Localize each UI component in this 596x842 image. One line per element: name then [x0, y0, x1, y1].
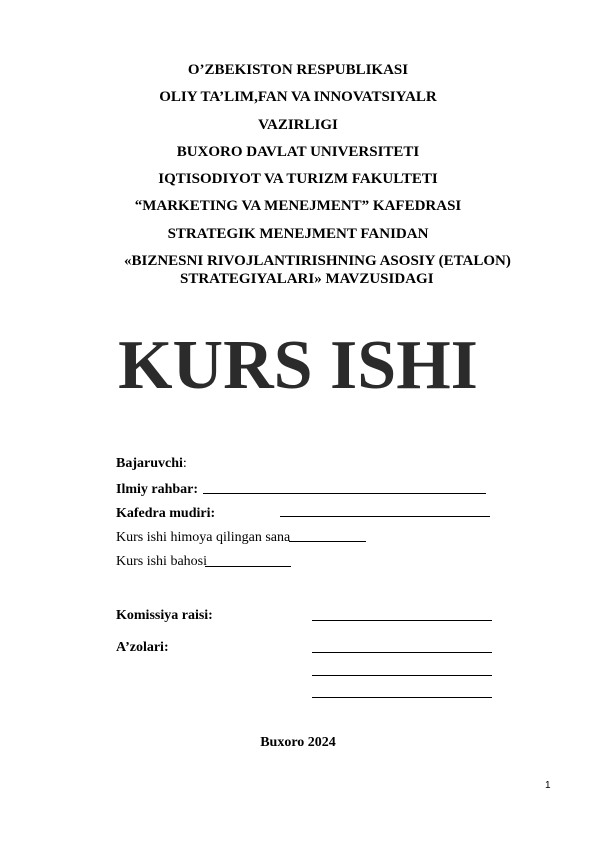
commission-member-line-1: [312, 652, 492, 653]
head-field: [116, 505, 215, 522]
commission-chair-field: [116, 607, 213, 624]
topic-line2: STRATEGIYALARI» MAVZUSIDAGI: [180, 271, 434, 287]
commission-members-field: [116, 639, 169, 656]
city-year: Buxoro 2024: [260, 735, 336, 750]
republic-name: O’ZBEKISTON RESPUBLIKASI: [187, 62, 409, 78]
document-title: KURS ISHI: [118, 327, 478, 404]
faculty-name: IQTISODIYOT VA TURIZM FAKULTETI: [158, 171, 438, 187]
executor-label: Bajaruvchi: [116, 456, 183, 471]
department-name: “MARKETING VA MENEJMENT” KAFEDRASI: [134, 198, 462, 214]
grade-label: Kurs ishi bahosi: [116, 554, 207, 569]
defense-date-field: [116, 529, 290, 546]
university-name: BUXORO DAVLAT UNIVERSITETI: [176, 144, 420, 160]
supervisor-field: [116, 481, 198, 498]
ministry-name-line1: OLIY TA’LIM,FAN VA INNOVATSIYALR: [159, 89, 437, 105]
head-signature-line: [280, 516, 490, 517]
supervisor-label: Ilmiy rahbar:: [116, 482, 199, 497]
commission-member-line-2: [312, 675, 492, 676]
grade-line: [205, 566, 291, 567]
head-label: Kafedra mudiri:: [116, 506, 216, 521]
grade-field: [116, 553, 207, 570]
ministry-name-line2: VAZIRLIGI: [258, 117, 338, 133]
executor-field: [116, 455, 187, 472]
commission-chair-label: Komissiya raisi:: [116, 608, 213, 623]
topic-line1: «BIZNESNI RIVOJLANTIRISHNING ASOSIY (ETALON): [124, 253, 511, 269]
defense-date-line: [289, 541, 366, 542]
supervisor-signature-line: [203, 493, 486, 494]
commission-chair-line: [312, 620, 492, 621]
page-number: 1: [545, 780, 551, 791]
subject-name: STRATEGIK MENEJMENT FANIDAN: [167, 226, 429, 242]
executor-colon: :: [182, 456, 187, 471]
defense-date-label: Kurs ishi himoya qilingan sana: [116, 530, 291, 545]
commission-members-label: A’zolari:: [116, 640, 169, 655]
commission-member-line-3: [312, 697, 492, 698]
